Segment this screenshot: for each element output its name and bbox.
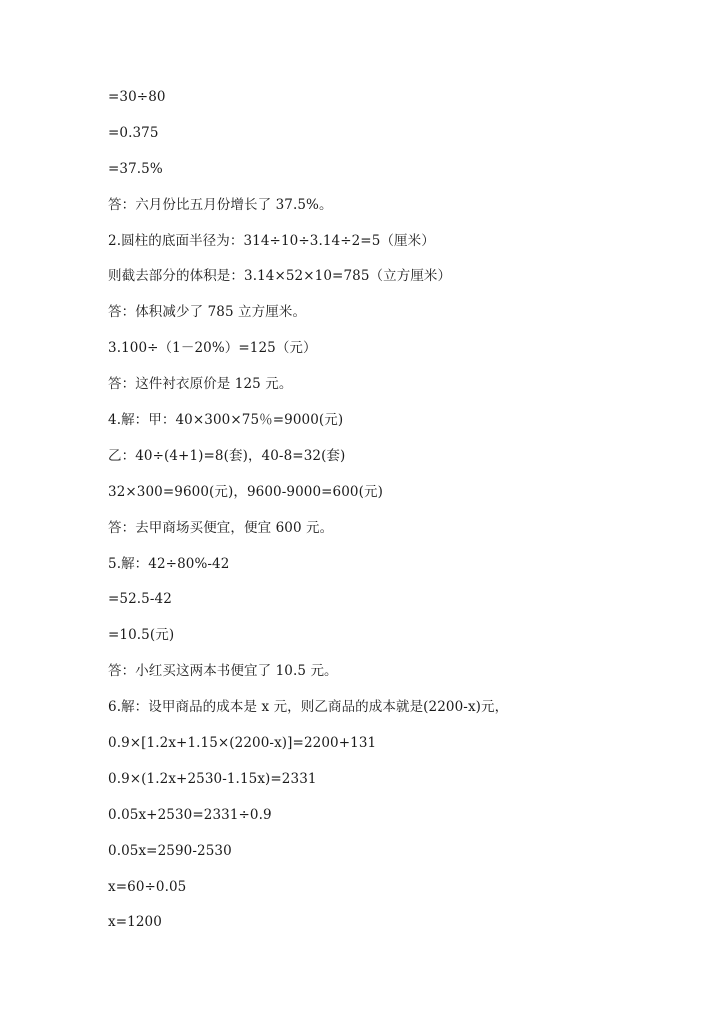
text-line: 3.100÷（1－20%）=125（元） (108, 340, 317, 357)
text-line: 则截去部分的体积是：3.14×52×10=785（立方厘米） (108, 268, 452, 285)
text-line: =30÷80 (108, 89, 166, 105)
text-line: 6.解：设甲商品的成本是 x 元，则乙商品的成本就是(2200-x)元， (108, 699, 509, 716)
text-line: 0.9×[1.2x+1.15×(2200-x)]=2200+131 (108, 735, 377, 752)
text-line: 答：六月份比五月份增长了 37.5%。 (108, 196, 333, 213)
solution-text (108, 86, 668, 947)
text-line: =52.5-42 (108, 591, 172, 608)
text-line: 答：小红买这两本书便宜了 10.5 元。 (108, 663, 338, 680)
text-line: 0.05x=2590-2530 (108, 842, 232, 859)
text-line: 答：去甲商场买便宜，便宜 600 元。 (108, 519, 334, 536)
text-line: x=60÷0.05 (108, 878, 187, 895)
text-line: =10.5(元) (108, 627, 175, 644)
text-line: 4.解：甲：40×300×75％=9000(元) (108, 412, 344, 429)
text-line: =37.5% (108, 160, 163, 177)
text-line: 32×300=9600(元)，9600-9000=600(元) (108, 483, 383, 500)
text-line: x=1200 (108, 914, 162, 931)
text-line: 2.圆柱的底面半径为：314÷10÷3.14÷2=5（厘米） (108, 232, 435, 249)
text-line: 0.05x+2530=2331÷0.9 (108, 806, 272, 823)
text-line: =0.375 (108, 124, 159, 141)
text-line: 答：体积减少了 785 立方厘米。 (108, 304, 307, 321)
text-line: 答：这件衬衣原价是 125 元。 (108, 376, 293, 393)
text-line: 乙：40÷(4+1)=8(套)，40-8=32(套) (108, 447, 346, 464)
text-line: 5.解：42÷80%-42 (108, 555, 230, 572)
text-line: 0.9×(1.2x+2530-1.15x)=2331 (108, 770, 317, 787)
